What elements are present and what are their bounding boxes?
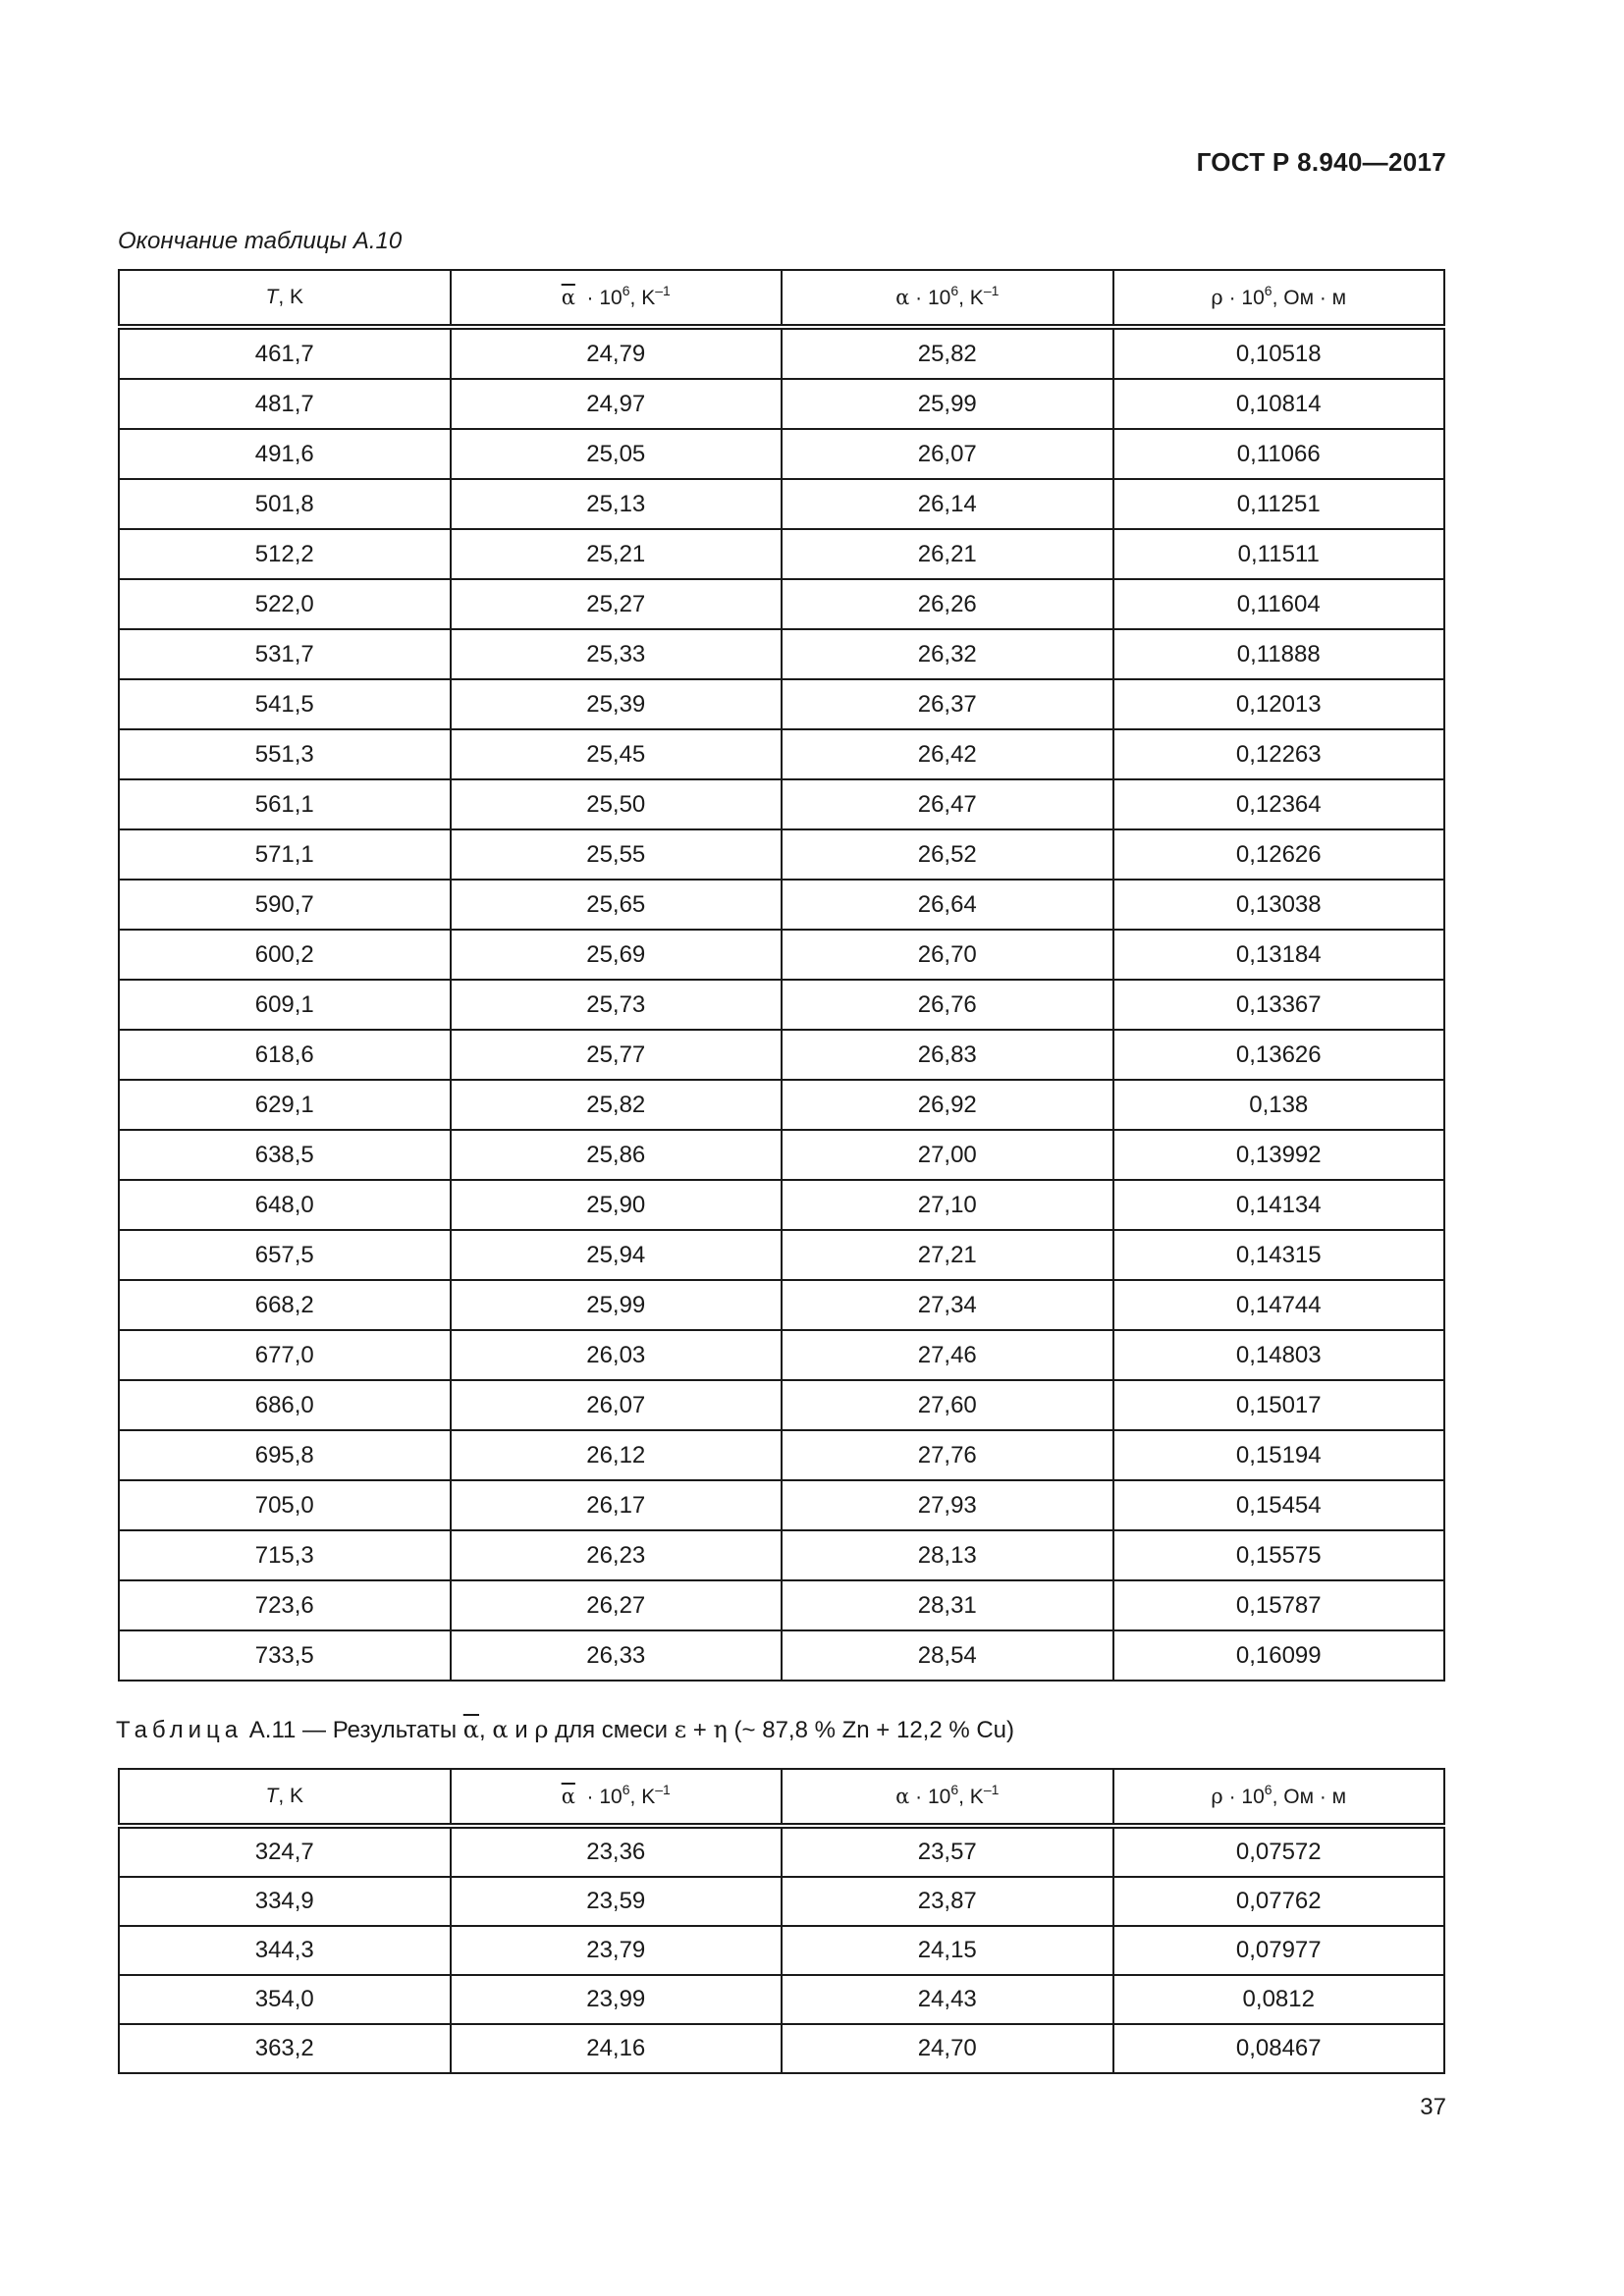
table-row	[119, 327, 1444, 379]
table-row	[119, 880, 1444, 930]
resistivity-cell: 0,11066	[1113, 429, 1445, 479]
resistivity-cell: 0,12626	[1113, 829, 1445, 880]
alpha-cell: 27,10	[782, 1180, 1113, 1230]
resistivity-cell: 0,14315	[1113, 1230, 1445, 1280]
temperature-cell: 723,6	[119, 1580, 451, 1630]
temperature-cell: 695,8	[119, 1430, 451, 1480]
mean-alpha-cell: 25,39	[451, 679, 783, 729]
resistivity-cell: 0,14744	[1113, 1280, 1445, 1330]
mean-alpha-cell: 25,21	[451, 529, 783, 579]
temperature-cell: 705,0	[119, 1480, 451, 1530]
alpha-cell: 26,07	[782, 429, 1113, 479]
mean-alpha-cell: 25,45	[451, 729, 783, 779]
temperature-cell: 531,7	[119, 629, 451, 679]
mean-alpha-cell: 23,99	[451, 1975, 783, 2024]
alpha-cell: 25,99	[782, 379, 1113, 429]
alpha-cell: 26,42	[782, 729, 1113, 779]
alpha-cell: 27,93	[782, 1480, 1113, 1530]
table-row	[119, 729, 1444, 779]
resistivity-cell: 0,12364	[1113, 779, 1445, 829]
mean-alpha-cell: 25,69	[451, 930, 783, 980]
alpha-cell: 26,32	[782, 629, 1113, 679]
temperature-cell: 344,3	[119, 1926, 451, 1975]
table-header-row	[119, 1769, 1444, 1826]
alpha-cell: 26,21	[782, 529, 1113, 579]
mean-alpha-cell: 26,03	[451, 1330, 783, 1380]
resistivity-cell: 0,08467	[1113, 2024, 1445, 2073]
mean-alpha-cell: 25,55	[451, 829, 783, 880]
alpha-cell: 26,37	[782, 679, 1113, 729]
mean-alpha-cell: 25,27	[451, 579, 783, 629]
temperature-cell: 638,5	[119, 1130, 451, 1180]
mean-alpha-cell: 25,99	[451, 1280, 783, 1330]
temperature-cell: 590,7	[119, 880, 451, 930]
resistivity-cell: 0,11511	[1113, 529, 1445, 579]
alpha-cell: 26,14	[782, 479, 1113, 529]
mean-alpha-cell: 23,79	[451, 1926, 783, 1975]
resistivity-cell: 0,12013	[1113, 679, 1445, 729]
resistivity-cell: 0,14803	[1113, 1330, 1445, 1380]
resistivity-cell: 0,138	[1113, 1080, 1445, 1130]
alpha-cell: 27,76	[782, 1430, 1113, 1480]
table-row	[119, 1080, 1444, 1130]
table-row	[119, 2024, 1444, 2073]
mean-alpha-cell: 23,59	[451, 1877, 783, 1926]
document-code: ГОСТ Р 8.940—2017	[1196, 147, 1446, 177]
mean-alpha-cell: 25,90	[451, 1180, 783, 1230]
temperature-cell: 657,5	[119, 1230, 451, 1280]
temperature-cell: 481,7	[119, 379, 451, 429]
table-row	[119, 1877, 1444, 1926]
column-header-resistivity: $\rho \cdot 10^6$, Ом · м	[1113, 270, 1445, 327]
temperature-cell: 715,3	[119, 1530, 451, 1580]
table-row	[119, 1180, 1444, 1230]
table-row	[119, 429, 1444, 479]
alpha-cell: 26,52	[782, 829, 1113, 880]
mean-alpha-cell: 24,97	[451, 379, 783, 429]
temperature-cell: 501,8	[119, 479, 451, 529]
temperature-cell: 629,1	[119, 1080, 451, 1130]
mean-alpha-cell: 24,79	[451, 327, 783, 379]
temperature-cell: 551,3	[119, 729, 451, 779]
resistivity-cell: 0,07977	[1113, 1926, 1445, 1975]
alpha-cell: 27,46	[782, 1330, 1113, 1380]
table-a11	[118, 1768, 1445, 2074]
resistivity-cell: 0,07762	[1113, 1877, 1445, 1926]
table-row	[119, 1926, 1444, 1975]
mean-alpha-cell: 25,33	[451, 629, 783, 679]
table-row	[119, 1630, 1444, 1681]
alpha-cell: 26,92	[782, 1080, 1113, 1130]
temperature-cell: 354,0	[119, 1975, 451, 2024]
table-row	[119, 629, 1444, 679]
temperature-cell: 571,1	[119, 829, 451, 880]
alpha-cell: 25,82	[782, 327, 1113, 379]
temperature-cell: 561,1	[119, 779, 451, 829]
temperature-cell: 522,0	[119, 579, 451, 629]
mean-alpha-cell: 25,13	[451, 479, 783, 529]
mean-alpha-cell: 26,33	[451, 1630, 783, 1681]
table-row	[119, 679, 1444, 729]
table-row	[119, 1975, 1444, 2024]
column-header-mean-alpha: $\overline{\alpha} \cdot 10^6$, $K^{-1}$	[451, 1769, 783, 1826]
table-header-row	[119, 270, 1444, 327]
temperature-cell: 363,2	[119, 2024, 451, 2073]
mean-alpha-cell: 25,73	[451, 980, 783, 1030]
alpha-cell: 28,54	[782, 1630, 1113, 1681]
table-row	[119, 1580, 1444, 1630]
resistivity-cell: 0,15194	[1113, 1430, 1445, 1480]
resistivity-cell: 0,15575	[1113, 1530, 1445, 1580]
temperature-cell: 461,7	[119, 327, 451, 379]
mean-alpha-cell: 25,86	[451, 1130, 783, 1180]
table-row	[119, 1280, 1444, 1330]
resistivity-cell: 0,13184	[1113, 930, 1445, 980]
resistivity-cell: 0,15787	[1113, 1580, 1445, 1630]
table-row	[119, 1030, 1444, 1080]
alpha-cell: 28,13	[782, 1530, 1113, 1580]
alpha-cell: 26,26	[782, 579, 1113, 629]
table-a10	[118, 269, 1445, 1682]
table-row	[119, 479, 1444, 529]
resistivity-cell: 0,10814	[1113, 379, 1445, 429]
temperature-cell: 648,0	[119, 1180, 451, 1230]
temperature-cell: 668,2	[119, 1280, 451, 1330]
table-row	[119, 1826, 1444, 1877]
table-a11-caption: Таблица А.11 — Результаты $\overline{\alpha}$, α и ρ для смеси ε + η (~ 87,8 % Zn + 12,2 % Cu)	[116, 1716, 1015, 1743]
temperature-cell: 618,6	[119, 1030, 451, 1080]
resistivity-cell: 0,0812	[1113, 1975, 1445, 2024]
mean-alpha-cell: 25,94	[451, 1230, 783, 1280]
alpha-cell: 28,31	[782, 1580, 1113, 1630]
column-header-alpha: $\alpha \cdot 10^6$, $K^{-1}$	[782, 270, 1113, 327]
alpha-cell: 26,64	[782, 880, 1113, 930]
alpha-cell: 24,43	[782, 1975, 1113, 2024]
page-number: 37	[1420, 2094, 1446, 2120]
temperature-cell: 609,1	[119, 980, 451, 1030]
temperature-cell: 512,2	[119, 529, 451, 579]
mean-alpha-cell: 26,27	[451, 1580, 783, 1630]
resistivity-cell: 0,16099	[1113, 1630, 1445, 1681]
mean-alpha-cell: 26,23	[451, 1530, 783, 1580]
alpha-cell: 23,57	[782, 1826, 1113, 1877]
resistivity-cell: 0,11604	[1113, 579, 1445, 629]
mean-alpha-cell: 25,77	[451, 1030, 783, 1080]
alpha-cell: 26,70	[782, 930, 1113, 980]
temperature-cell: 334,9	[119, 1877, 451, 1926]
mean-alpha-cell: 26,17	[451, 1480, 783, 1530]
mean-alpha-cell: 25,05	[451, 429, 783, 479]
alpha-cell: 27,00	[782, 1130, 1113, 1180]
alpha-cell: 27,21	[782, 1230, 1113, 1280]
resistivity-cell: 0,13992	[1113, 1130, 1445, 1180]
alpha-cell: 26,83	[782, 1030, 1113, 1080]
table-row	[119, 379, 1444, 429]
table-row	[119, 1130, 1444, 1180]
alpha-cell: 27,34	[782, 1280, 1113, 1330]
table-row	[119, 980, 1444, 1030]
mean-alpha-cell: 26,07	[451, 1380, 783, 1430]
column-header-temperature: T, K	[119, 1769, 451, 1826]
mean-alpha-cell: 25,65	[451, 880, 783, 930]
alpha-cell: 27,60	[782, 1380, 1113, 1430]
table-row	[119, 829, 1444, 880]
resistivity-cell: 0,14134	[1113, 1180, 1445, 1230]
column-header-mean-alpha: $\overline{\alpha} \cdot 10^6$, $K^{-1}$	[451, 270, 783, 327]
temperature-cell: 491,6	[119, 429, 451, 479]
temperature-cell: 686,0	[119, 1380, 451, 1430]
temperature-cell: 541,5	[119, 679, 451, 729]
column-header-alpha: $\alpha \cdot 10^6$, $K^{-1}$	[782, 1769, 1113, 1826]
resistivity-cell: 0,11888	[1113, 629, 1445, 679]
table-row	[119, 1430, 1444, 1480]
mean-alpha-cell: 26,12	[451, 1430, 783, 1480]
alpha-cell: 23,87	[782, 1877, 1113, 1926]
resistivity-cell: 0,13367	[1113, 980, 1445, 1030]
table-row	[119, 930, 1444, 980]
mean-alpha-cell: 25,50	[451, 779, 783, 829]
table-row	[119, 779, 1444, 829]
resistivity-cell: 0,12263	[1113, 729, 1445, 779]
resistivity-cell: 0,15017	[1113, 1380, 1445, 1430]
table-row	[119, 1480, 1444, 1530]
table-row	[119, 1530, 1444, 1580]
column-header-temperature: T, K	[119, 270, 451, 327]
table-row	[119, 1380, 1444, 1430]
resistivity-cell: 0,10518	[1113, 327, 1445, 379]
temperature-cell: 324,7	[119, 1826, 451, 1877]
table-row	[119, 529, 1444, 579]
resistivity-cell: 0,15454	[1113, 1480, 1445, 1530]
table-row	[119, 1230, 1444, 1280]
resistivity-cell: 0,11251	[1113, 479, 1445, 529]
mean-alpha-cell: 25,82	[451, 1080, 783, 1130]
temperature-cell: 677,0	[119, 1330, 451, 1380]
alpha-cell: 26,47	[782, 779, 1113, 829]
mean-alpha-cell: 24,16	[451, 2024, 783, 2073]
table-row	[119, 1330, 1444, 1380]
mean-alpha-cell: 23,36	[451, 1826, 783, 1877]
table-row	[119, 579, 1444, 629]
alpha-cell: 24,15	[782, 1926, 1113, 1975]
table-a10-caption: Окончание таблицы А.10	[118, 228, 403, 254]
resistivity-cell: 0,13626	[1113, 1030, 1445, 1080]
resistivity-cell: 0,07572	[1113, 1826, 1445, 1877]
alpha-cell: 26,76	[782, 980, 1113, 1030]
temperature-cell: 600,2	[119, 930, 451, 980]
alpha-cell: 24,70	[782, 2024, 1113, 2073]
temperature-cell: 733,5	[119, 1630, 451, 1681]
column-header-resistivity: $\rho \cdot 10^6$, Ом · м	[1113, 1769, 1445, 1826]
resistivity-cell: 0,13038	[1113, 880, 1445, 930]
